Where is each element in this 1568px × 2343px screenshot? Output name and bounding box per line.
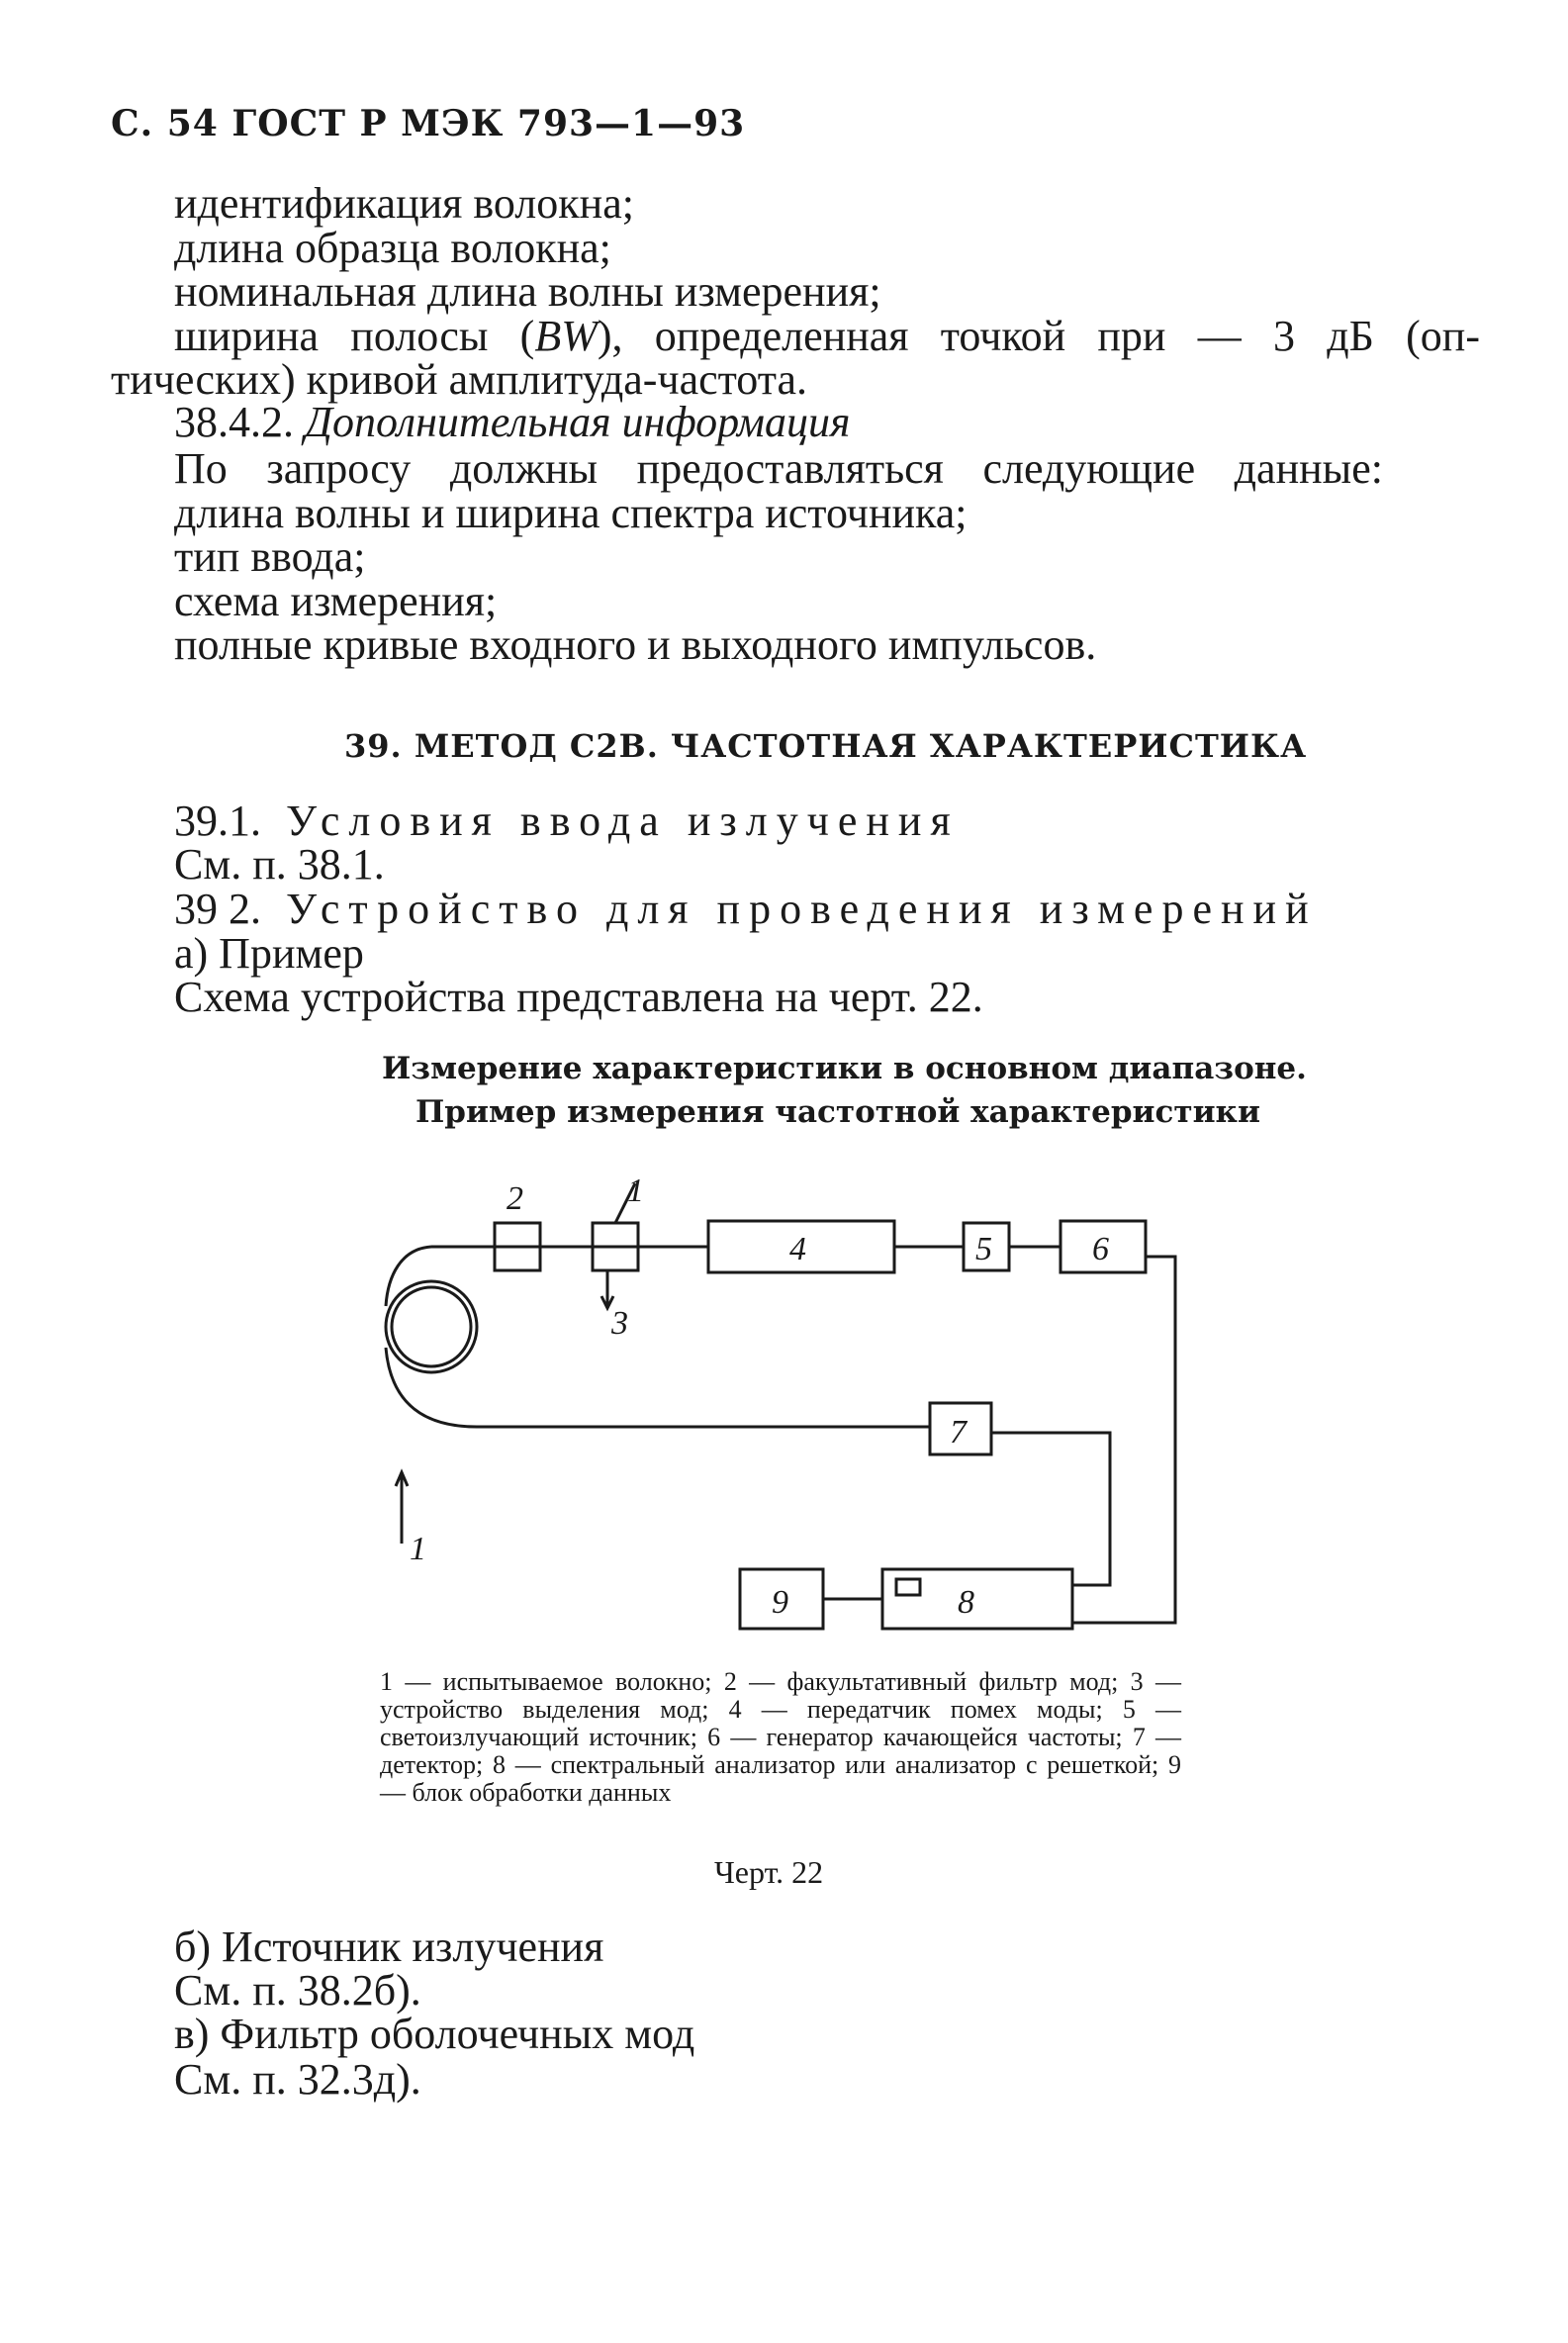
- label-9: 9: [772, 1584, 788, 1621]
- link-7-8: [991, 1433, 1110, 1585]
- subsection-heading: [174, 398, 851, 446]
- text-line: схема измерения;: [174, 577, 498, 625]
- label-2: 2: [507, 1180, 523, 1217]
- link-6-8: [1072, 1257, 1175, 1623]
- measurement-diagram: [366, 1158, 1217, 1652]
- fiber-top: [386, 1247, 431, 1306]
- text-line: идентификация волокна;: [174, 179, 634, 228]
- text-line: Схема устройства представлена на черт. 22.: [174, 973, 983, 1021]
- text-line: [174, 312, 1480, 360]
- text-line: длина волны и ширина спектра источника;: [174, 489, 968, 537]
- subsection-title: Дополнительная информация: [305, 398, 851, 446]
- page-header: С. 54 ГОСТ Р МЭК 793—1—93: [111, 103, 746, 144]
- text-line: б) Источник излучения: [174, 1922, 604, 1971]
- figure-legend: 1 — испытываемое волокно; 2 — факультативный фильтр мод; 3 — устройство выделения мод; 4 — передатчик помех моды; 5 — светоизлучающий источник; 6 — генератор качающейся частоты; 7 — детектор; 8 — спектральный анализатор или анализатор с решеткой; 9 — блок обработки данных: [380, 1667, 1181, 1808]
- fiber-coil: [386, 1281, 477, 1372]
- clause-title: Устройство для проведения измерений: [286, 885, 1318, 933]
- text-fragment-italic: BW: [534, 312, 598, 360]
- subsection-number: 38.4.2.: [174, 398, 305, 446]
- text-line: а) Пример: [174, 929, 364, 978]
- text-line: полные кривые входного и выходного импульсов.: [174, 620, 1097, 669]
- label-5: 5: [975, 1231, 992, 1267]
- label-6: 6: [1092, 1231, 1109, 1267]
- text-fragment: ширина полосы (: [174, 312, 535, 360]
- label-8: 8: [958, 1584, 974, 1621]
- text-line: тических) кривой амплитуда-частота.: [111, 355, 807, 404]
- text-fragment: ), определенная точкой при — 3 дБ (оп-: [597, 312, 1480, 360]
- figure-number: Черт. 22: [714, 1854, 824, 1890]
- box-8-screen: [896, 1579, 920, 1595]
- clause-number: 39 2.: [174, 885, 261, 933]
- clause-title: Условия ввода излучения: [286, 797, 960, 845]
- label-3: 3: [611, 1305, 628, 1342]
- label-4: 4: [789, 1231, 806, 1267]
- clause-39-2: [174, 885, 1318, 933]
- text-line: См. п. 38.2б).: [174, 1966, 421, 2015]
- text-line: См. п. 38.1.: [174, 840, 385, 889]
- label-1-arrow: 1: [410, 1531, 426, 1567]
- fiber-coil-inner: [392, 1287, 471, 1366]
- text-line: тип ввода;: [174, 532, 366, 581]
- text-line: длина образца волокна;: [174, 224, 611, 272]
- label-7: 7: [950, 1414, 967, 1451]
- text-line: По запросу должны предоставляться следующие данные:: [174, 444, 1383, 493]
- text-line: См. п. 32.3д).: [174, 2055, 421, 2104]
- text-line: в) Фильтр оболочечных мод: [174, 2010, 695, 2058]
- clause-39-1: [174, 799, 960, 843]
- clause-number: 39.1.: [174, 797, 261, 845]
- figure-caption: Пример измерения частотной характеристики: [415, 1094, 1260, 1130]
- figure-caption: Измерение характеристики в основном диапазоне.: [382, 1051, 1307, 1086]
- text-line: номинальная длина волны измерения;: [174, 267, 881, 316]
- label-1-top: 1: [627, 1172, 644, 1209]
- section-title: 39. МЕТОД С2В. ЧАСТОТНАЯ ХАРАКТЕРИСТИКА: [344, 727, 1308, 765]
